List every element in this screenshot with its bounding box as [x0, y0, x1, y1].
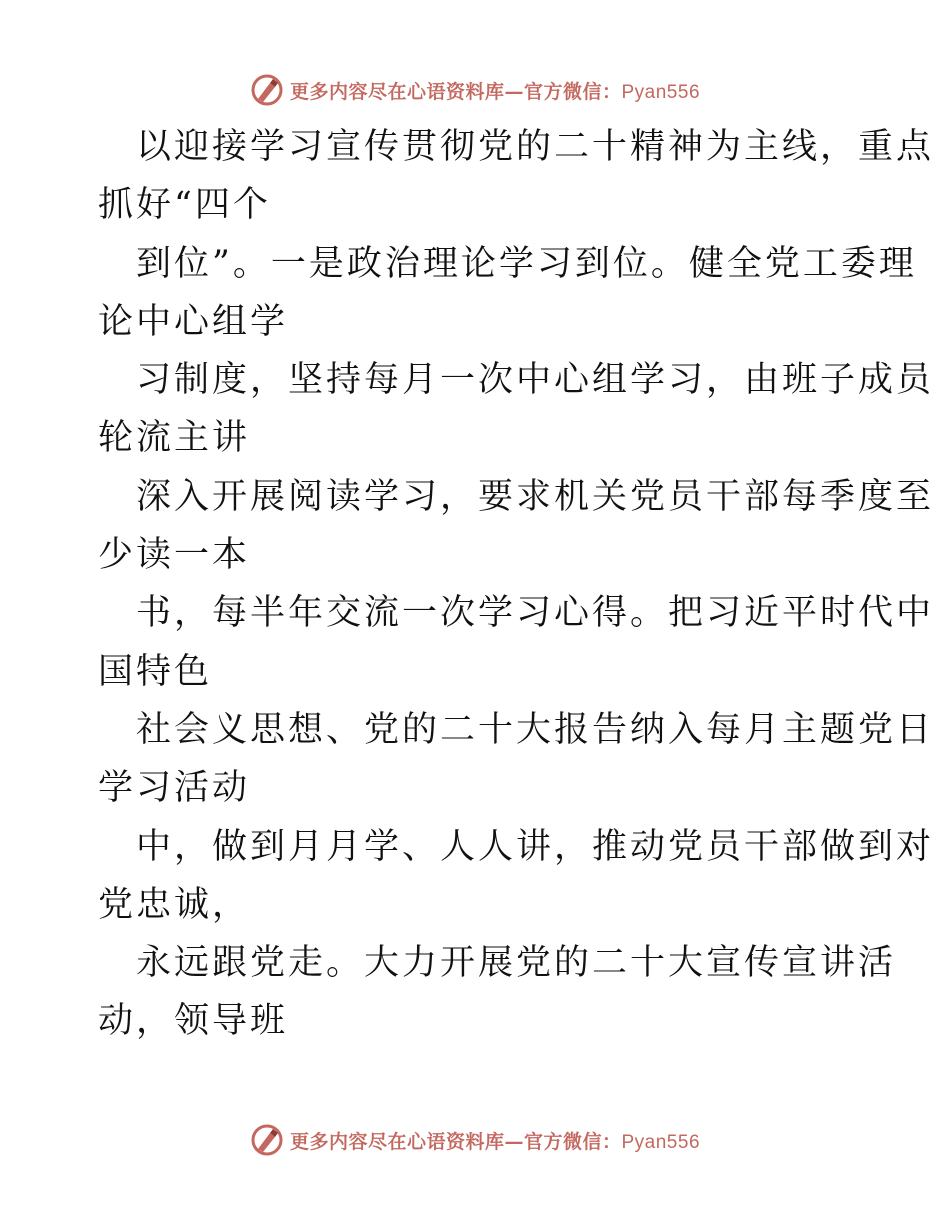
watermark-footer — [0, 1120, 950, 1160]
text-line: 到位”。一是政治理论学习到位。健全党工委理 — [136, 243, 917, 284]
document-body — [98, 118, 935, 1051]
text-line: 中，做到月月学、人人讲，推动党员干部做到对 — [136, 826, 935, 867]
pen-logo-icon — [250, 73, 284, 107]
watermark-wechat-id: Pyan556 — [621, 1131, 701, 1153]
watermark-label: 更多内容尽在心语资料库—官方微信： — [289, 1130, 622, 1153]
text-line: 党忠诚， — [98, 884, 251, 925]
text-line: 少读一本 — [98, 535, 251, 576]
text-line: 习制度，坚持每月一次中心组学习，由班子成员 — [136, 360, 935, 401]
watermark-header — [0, 70, 950, 110]
text-line: 国特色 — [98, 651, 213, 692]
text-line: 论中心组学 — [98, 301, 289, 342]
text-line: 学习活动 — [98, 768, 251, 809]
text-line: 轮流主讲 — [98, 418, 251, 459]
pen-logo-icon — [250, 1123, 284, 1157]
text-line: 书，每半年交流一次学习心得。把习近平时代中 — [136, 593, 935, 634]
text-line: 动，领导班 — [98, 1001, 289, 1042]
watermark-wechat-id: Pyan556 — [621, 81, 701, 103]
text-line: 以迎接学习宣传贯彻党的二十精神为主线，重点 — [136, 127, 935, 167]
watermark-label: 更多内容尽在心语资料库—官方微信： — [289, 80, 622, 103]
watermark-text — [290, 77, 700, 104]
text-line: 社会义思想、党的二十大报告纳入每月主题党日 — [136, 709, 935, 750]
text-line: 深入开展阅读学习，要求机关党员干部每季度至 — [136, 476, 935, 517]
text-line: 永远跟党走。大力开展党的二十大宣传宣讲活 — [136, 943, 897, 984]
text-line: 抓好“四个 — [98, 185, 271, 226]
watermark-text — [290, 1127, 700, 1154]
